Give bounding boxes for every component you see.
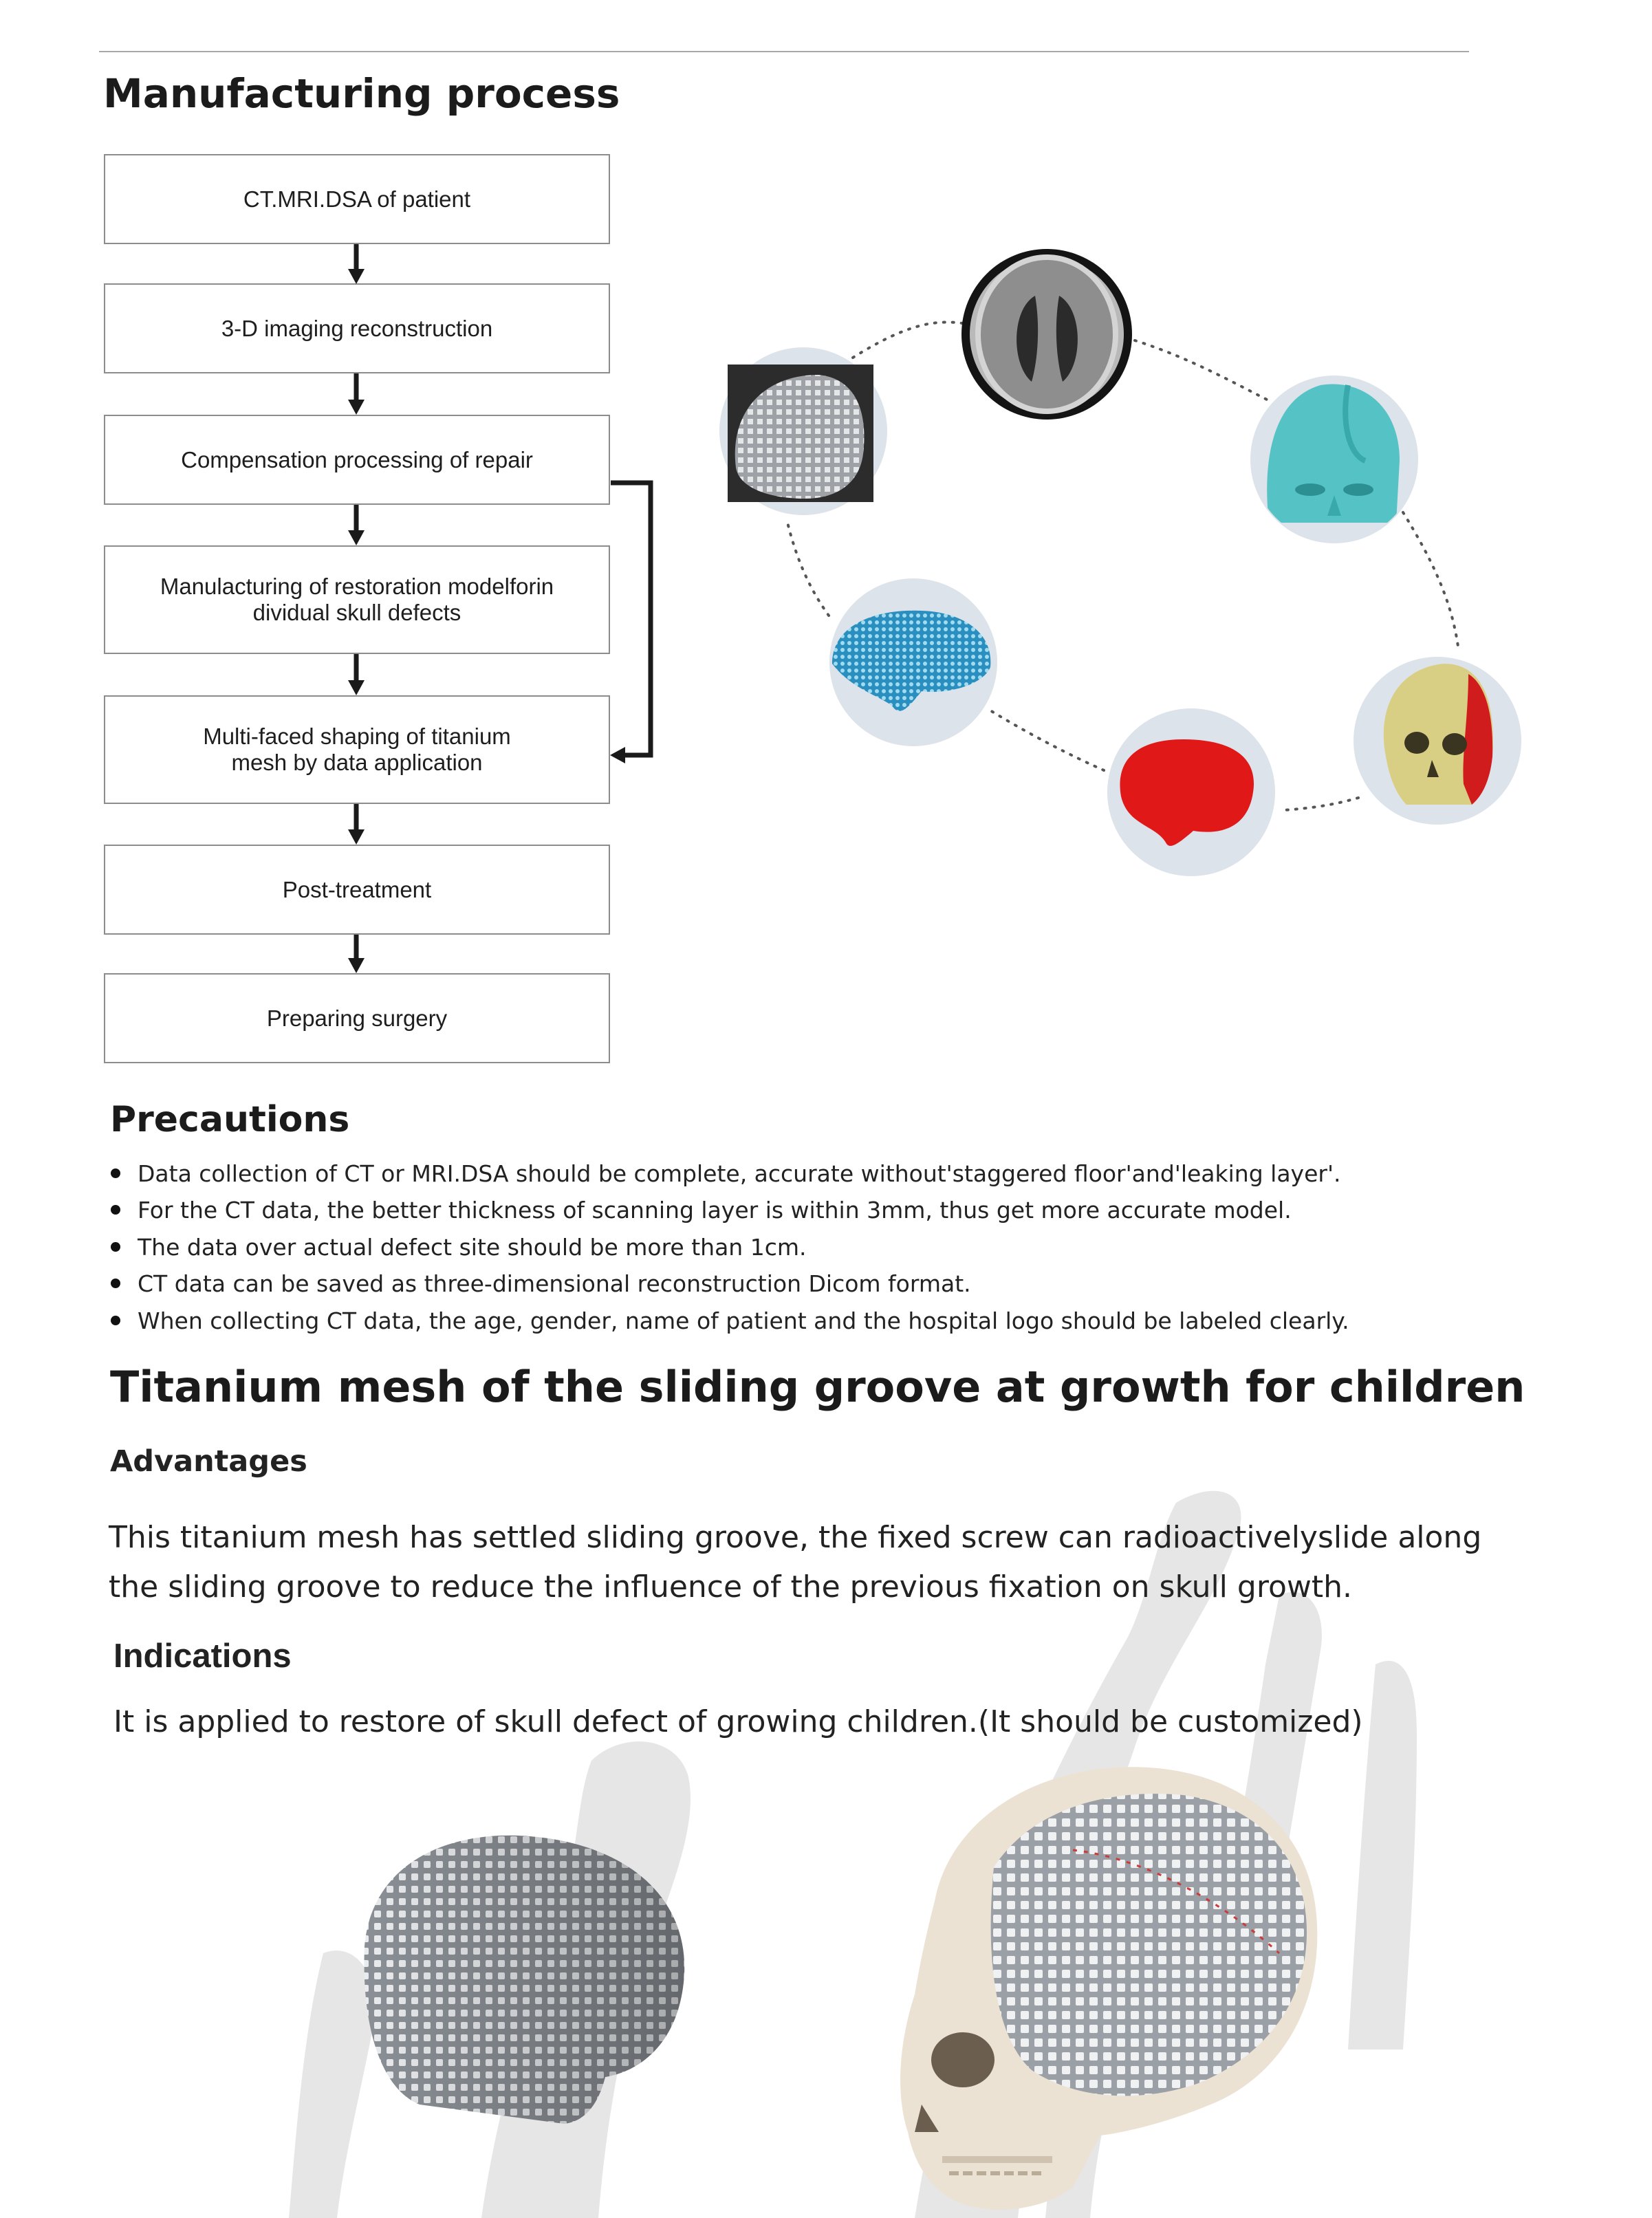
brain-ct-image: [961, 249, 1132, 420]
bullet-dot-icon: [111, 1316, 120, 1325]
bullet-dot-icon: [111, 1205, 120, 1215]
precaution-item: CT data can be saved as three-dimensional reconstruction Dicom format.: [109, 1265, 1415, 1302]
flow-step-post-treatment: Post-treatment: [104, 845, 610, 935]
bullet-dot-icon: [111, 1168, 120, 1178]
indications-title: Indications: [113, 1638, 292, 1675]
titanium-section-title: Titanium mesh of the sliding groove at growth for children: [110, 1362, 1525, 1412]
flow-arrows: [0, 0, 688, 1100]
flow-step-3d-reconstruction: 3-D imaging reconstruction: [104, 283, 610, 373]
precaution-item: Data collection of CT or MRI.DSA should be complete, accurate without'staggered floor'and'leaking layer'.: [109, 1155, 1415, 1192]
advantages-title: Advantages: [110, 1444, 307, 1479]
precaution-item: For the CT data, the better thickness of scanning layer is within 3mm, thus get more accurate model.: [109, 1192, 1415, 1228]
precautions-list: [109, 1155, 1415, 1339]
precaution-item: When collecting CT data, the age, gender, name of patient and the hospital logo should be labeled clearly.: [109, 1303, 1415, 1339]
skull-defect-image: [1354, 657, 1521, 825]
advantages-text: This titanium mesh has settled sliding groove, the fixed screw can radioactivelyslide along the sliding groove to reduce the influence of the previous fixation on skull growth.: [109, 1520, 1482, 1605]
red-restoration-image: [1107, 708, 1275, 876]
bullet-dot-icon: [111, 1242, 120, 1252]
titanium-mesh-photo: [719, 347, 887, 515]
process-cycle-diagram: [688, 234, 1554, 894]
manufacturing-title: Manufacturing process: [103, 70, 620, 117]
titanium-mesh-plate-image: [365, 1836, 685, 2124]
skull-with-mesh-image: [900, 1767, 1317, 2210]
precautions-title: Precautions: [110, 1099, 350, 1140]
indications-text: It is applied to restore of skull defect of growing children.(It should be customized): [113, 1704, 1363, 1739]
face-3d-image: [1250, 376, 1418, 543]
precaution-item: The data over actual defect site should be more than 1cm.: [109, 1229, 1415, 1265]
bullet-dot-icon: [111, 1279, 120, 1288]
flow-step-mesh-shaping: Multi-faced shaping of titanium mesh by data application: [104, 695, 610, 804]
flow-step-manufacturing-model: Manulacturing of restoration modelforin dividual skull defects: [104, 545, 610, 654]
product-images: [0, 1747, 1652, 2218]
blue-mesh-image: [829, 578, 997, 746]
flow-step-compensation: Compensation processing of repair: [104, 415, 610, 505]
flow-step-preparing-surgery: Preparing surgery: [104, 973, 610, 1063]
flow-step-ct-mri: CT.MRI.DSA of patient: [104, 154, 610, 244]
